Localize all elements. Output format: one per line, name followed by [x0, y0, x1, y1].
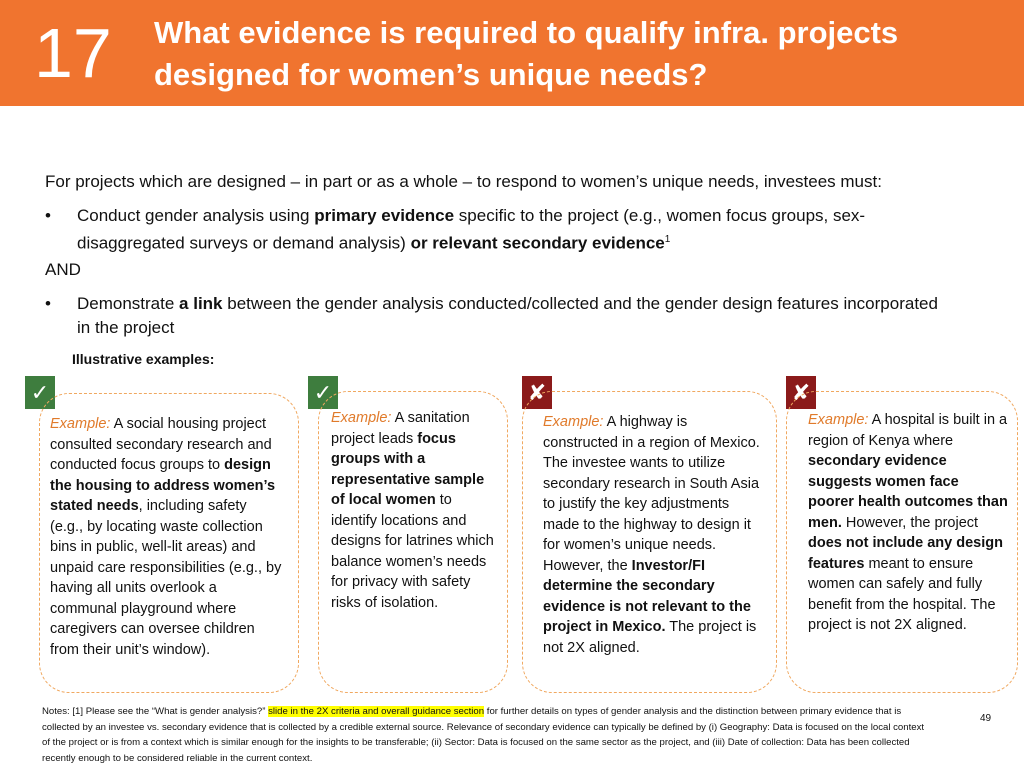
bullet-gender-analysis: • Conduct gender analysis using primary evidence specific to the project (e.g., women focus groups, sex-disaggregated surveys or demand analysis) or relevant secondary evidence$^1$: [45, 206, 866, 253]
bullet-dot: •: [45, 294, 51, 313]
header-bar: [0, 0, 1024, 106]
check-icon: ✓: [308, 376, 338, 409]
example-card-2-text: Example: A sanitation project leads focus groups with a representative sample of local women to identify locations and designs for latrines which balance women’s needs for privacy with safety risks of isolation.: [331, 410, 494, 611]
guidance-link[interactable]: slide in the 2X criteria and overall guidance section: [268, 706, 485, 717]
check-icon: ✓: [25, 376, 55, 409]
footnotes: Notes: [1] Please see the “What is gender analysis?” slide in the 2X criteria and overall guidance section for further details on types of gender analysis and the distinction between primary evidence that is collected by an investee vs. secondary evidence that is collected by a credible external source. Relevance of secondary evidence can typically be defined by (i) Geography: Data is focused on the local context of the project or is from a context which is similar enough for the insights to be transferable; (ii) Sector: Data is focused on the same sector as the project, and (iii) Date of collection: Data has been collected recently enough to be considered reliable in the current context.: [42, 706, 925, 764]
slide-number: 17: [34, 14, 112, 92]
example-card-4-text: Example: A hospital is built in a region of Kenya where secondary evidence suggests women face poorer health outcomes than men. However, the project does not include any design features meant to ensure women can safely and fully benefit from the hospital. The project is not 2X aligned.: [808, 412, 1008, 633]
cross-icon: ✘: [522, 376, 552, 409]
intro-text: For projects which are designed – in part or as a whole – to respond to women’s unique needs, investees must:: [45, 172, 882, 191]
page-number: 49: [980, 713, 992, 724]
illustrative-examples-label: Illustrative examples:: [72, 351, 215, 367]
slide-title: What evidence is required to qualify infra. projects designed for women’s unique needs?: [154, 15, 899, 92]
bullet-dot: •: [45, 206, 51, 225]
footnote-ref: 1: [664, 234, 671, 245]
bullet-link: • Demonstrate a link between the gender analysis conducted/collected and the gender design features incorporated in the project: [45, 294, 938, 337]
example-card-3-text: Example: A highway is constructed in a region of Mexico. The investee wants to utilize secondary research in South Asia to justify the key adjustments made to the highway to design it for women’s unique needs. However, the Investor/FI determine the secondary evidence is not relevant to the project in Mexico. The project is not 2X aligned.: [543, 414, 760, 656]
cross-icon: ✘: [786, 376, 816, 409]
and-label: AND: [45, 260, 81, 279]
example-card-1-text: Example: A social housing project consulted secondary research and conducted focus groups to design the housing to address women’s stated needs, including safety (e.g., by locating waste collection bins in public, well-lit areas) and unpaid care responsibilities (e.g., by having all units overlook a communal playground where caregivers can oversee children from their unit’s window).: [50, 416, 282, 658]
